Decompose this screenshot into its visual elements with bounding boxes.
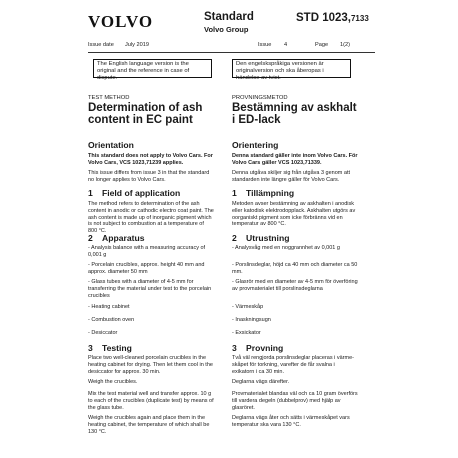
section-2-heading [88, 233, 214, 243]
apparatus-item: - Combustion oven [88, 317, 135, 323]
testing-paragraph: Deglarna vägs åter och sätts i värmeskåpet vars temperatur ska vara 130 °C. [232, 415, 350, 428]
apparatus-item: - Desiccator [88, 330, 118, 336]
orientation-heading: Orientation [88, 140, 134, 150]
testing-paragraph: Weigh the crucibles. [88, 379, 138, 385]
orientation-bold-text: Denna standard gäller inte inom Volvo Cars. För Volvo Cars gäller VCS 1023,71339. [232, 153, 358, 166]
apparatus-item: - Analysis balance with a measuring accuracy of 0,001 g [88, 245, 206, 258]
apparatus-item: - Värmeskåp [232, 304, 264, 310]
section-1-number: 1 [232, 188, 237, 198]
issue-date-value: July 2019 [125, 42, 149, 48]
section-3-heading [88, 343, 214, 353]
section-3-number: 3 [88, 343, 93, 353]
section-1-heading [88, 188, 214, 198]
method-label: PROVNINGSMETOD [232, 95, 288, 101]
apparatus-item: - Porslinsdeglar, höjd ca 40 mm och diameter ca 50 mm. [232, 262, 358, 275]
apparatus-item: - Inaskningsugn [232, 317, 271, 323]
apparatus-item: - Glass tubes with a diameter of 4-5 mm for transferring the material under test to the porcelain crucibles [88, 279, 212, 299]
section-2-title: Utrustning [246, 233, 290, 243]
testing-paragraph: Två väl rengjorda porslinsdeglar placeras i värme-skåpet för torkning, varefter de får svalna i exikatorn i ca 30 min. [232, 355, 354, 375]
testing-paragraph: Deglarna vägs därefter. [232, 379, 290, 385]
standard-label: Standard [204, 11, 254, 23]
testing-paragraph: Place two well-cleaned porcelain crucibles in the heating cabinet for drying. Then let them cool in the desiccator for approx. 30 min. [88, 355, 213, 375]
orientation-text: This issue differs from issue 3 in that the standard no longer applies to Volvo Cars. [88, 170, 210, 183]
standard-number-main: STD 1023, [296, 12, 351, 24]
standard-number [296, 12, 369, 24]
section-3-heading [232, 343, 358, 353]
testing-paragraph: Provmaterialet blandas väl och ca 10 gram överförs till vardera degeln (dubbelprov) med hjälp av glasröret. [232, 391, 358, 411]
section-1-number: 1 [88, 188, 93, 198]
standard-number-sub: 7133 [350, 14, 369, 23]
testing-paragraph: Weigh the crucibles again and place them in the heating cabinet, the temperature of which shall be 130 °C. [88, 415, 210, 435]
document-title: Determination of ash content in EC paint [88, 102, 203, 126]
section-2-number: 2 [232, 233, 237, 243]
language-notice-sv: Den engelskspråkiga versionen är originalversion och ska åberopas i händelse av tvist. [232, 59, 351, 78]
issue-date-label: Issue date [88, 42, 114, 48]
section-3-title: Testing [102, 343, 132, 353]
issue-value: 4 [284, 42, 288, 48]
section-1-title: Field of application [102, 188, 181, 198]
section-2-title: Apparatus [102, 233, 145, 243]
section-1-text: The method refers to determination of the ash content in anodic or cathodic electro coat paint. The ash content is made up of inorganic pigment which is not subject to combustion at a temperature of 800 °C. [88, 201, 214, 235]
section-2-number: 2 [88, 233, 93, 243]
section-3-title: Provning [246, 343, 284, 353]
header-divider [88, 52, 375, 53]
volvo-logo: VOLVO [88, 12, 154, 31]
page-value: 1(2) [340, 42, 350, 48]
section-3-number: 3 [232, 343, 237, 353]
section-2-heading [232, 233, 358, 243]
orientation-heading: Orientering [232, 140, 279, 150]
apparatus-item: - Exsickator [232, 330, 261, 336]
apparatus-item: - Glasrör med en diameter av 4-5 mm för överföring av provmaterialet till porslinsdeglarna [232, 279, 358, 292]
issue-label: Issue [258, 42, 272, 48]
section-1-text: Metoden avser bestämning av askhalten i anodisk eller katodisk elektrodopplack. Askhalten utgörs av oorganiskt pigment som icke förbränns vid en temperatur av 800 °C. [232, 201, 356, 228]
section-1-heading [232, 188, 358, 198]
language-notice-en: The English language version is the original and the reference in case of dispute. [93, 59, 212, 78]
page-label: Page [315, 42, 329, 48]
method-label: TEST METHOD [88, 95, 130, 101]
apparatus-item: - Heating cabinet [88, 304, 130, 310]
apparatus-item: - Analysvåg med en noggrannhet av 0,001 g [232, 245, 340, 251]
group-label: Volvo Group [204, 25, 249, 34]
document-title: Bestämning av askhalt i ED-lack [232, 102, 357, 126]
orientation-text: Denna utgåva skiljer sig från utgåva 3 genom att standarden inte längre gäller för Volvo Cars. [232, 170, 351, 183]
apparatus-item: - Porcelain crucibles, approx. height 40 mm and approx. diameter 50 mm [88, 262, 205, 275]
testing-paragraph: Mix the test material well and transfer approx. 10 g to each of the crucibles (duplicate test) by means of the glass tube. [88, 391, 214, 411]
section-1-title: Tillämpning [246, 188, 295, 198]
orientation-bold-text: This standard does not apply to Volvo Cars. For Volvo Cars, VCS 1023,71239 applies. [88, 153, 213, 166]
